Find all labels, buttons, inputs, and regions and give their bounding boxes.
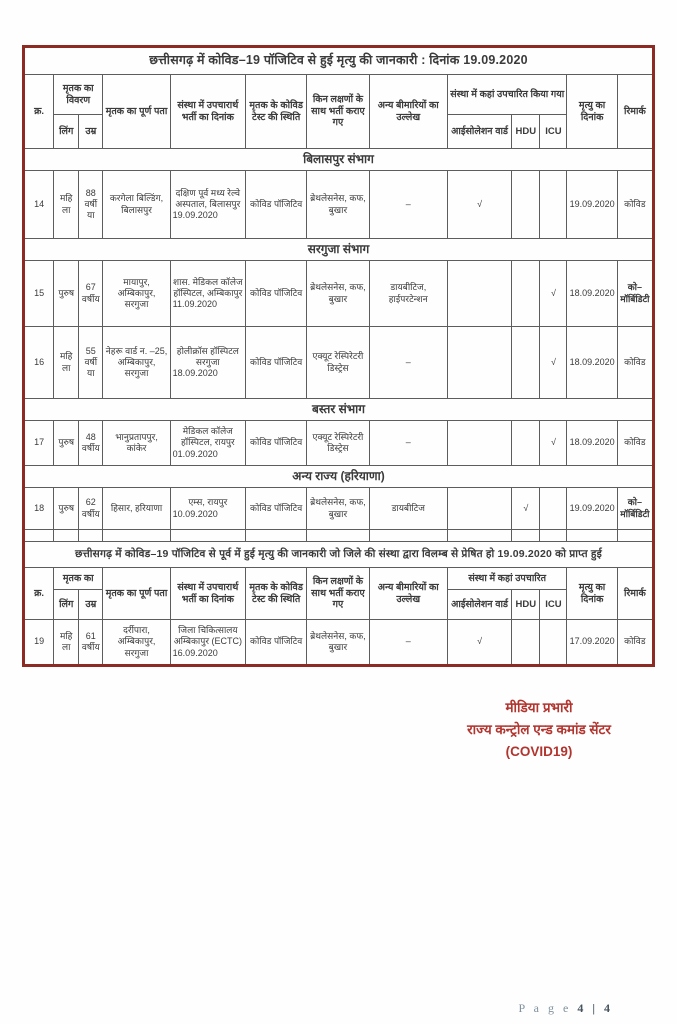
cell-serial: 15 <box>24 261 54 327</box>
cell-icu-check: √ <box>540 421 567 466</box>
col-header-death-date: मृत्यु का दिनांक <box>567 568 617 620</box>
cell-address: मायापुर, अम्बिकापुर, सरगुजा <box>103 261 170 327</box>
cell-serial: 14 <box>24 171 54 239</box>
cell-other-diseases: – <box>369 327 447 399</box>
hospital-name: शास. मेडिकल कॉलेज हॉस्पिटल, अम्बिकापुर <box>173 276 243 298</box>
col-header-symptoms: किन लक्षणों के साथ भर्ती कराए गए <box>307 568 369 620</box>
cell-gender: पुरुष <box>54 261 79 327</box>
cell-address: करगेला बिल्डिंग, बिलासपुर <box>103 171 170 239</box>
cell-hdu-check <box>512 261 540 327</box>
col-header-remark: रिमार्क <box>617 568 653 620</box>
table1-title-row <box>24 47 654 75</box>
section-heading-bilaspur: बिलासपुर संभाग <box>24 149 654 171</box>
col-header-deceased-details: मृतक का <box>54 568 103 590</box>
cell-death-date: 18.09.2020 <box>567 261 617 327</box>
cell-symptoms: एक्यूट रेस्पिरेटरी डिस्ट्रेस <box>307 327 369 399</box>
cell-symptoms: ब्रेथलेसनेस, कफ, बुखार <box>307 261 369 327</box>
cell-age: 55 वर्षीया <box>79 327 103 399</box>
col-header-covid-test: मृतक के कोविड टेस्ट की स्थिति <box>246 75 307 149</box>
cell-test-status: कोविड पॉजिटिव <box>246 488 307 530</box>
covid-death-report-table <box>22 45 655 667</box>
section-heading-sarguja: सरगुजा संभाग <box>24 239 654 261</box>
cell-serial: 17 <box>24 421 54 466</box>
cell-hdu-check <box>512 171 540 239</box>
cell-age: 61 वर्षीय <box>79 620 103 666</box>
admission-date: 10.09.2020 <box>172 508 218 519</box>
col-header-other-diseases: अन्य बीमारियों का उल्लेख <box>369 75 447 149</box>
section-heading-other-state: अन्य राज्य (हरियाणा) <box>24 466 654 488</box>
cell-icu-check: √ <box>540 261 567 327</box>
page-number-value: 4 | 4 <box>577 1001 613 1015</box>
col-header-remark: रिमार्क <box>617 75 653 149</box>
cell-isolation-check <box>447 421 511 466</box>
cell-icu-check: √ <box>540 327 567 399</box>
footer-line-covid19: (COVID19) <box>505 744 573 759</box>
cell-remark: कोविड <box>617 171 653 239</box>
col-header-admission: संस्था में उपचारार्थ भर्ती का दिनांक <box>170 568 245 620</box>
cell-admission <box>170 620 245 666</box>
cell-symptoms: ब्रेथलेसनेस, कफ, बुखार <box>307 488 369 530</box>
cell-hdu-check <box>512 327 540 399</box>
table-row-14 <box>24 171 654 239</box>
cell-gender: महिला <box>54 327 79 399</box>
cell-remark: को–मॉर्बिडिटी <box>617 488 653 530</box>
table2-header-row-top <box>24 568 654 590</box>
cell-serial: 16 <box>24 327 54 399</box>
cell-gender: पुरुष <box>54 421 79 466</box>
col-header-other-diseases: अन्य बीमारियों का उल्लेख <box>369 568 447 620</box>
page-number <box>518 1001 613 1016</box>
cell-remark: कोविड <box>617 421 653 466</box>
cell-address: दर्रीपारा, अम्बिकापुर, सरगुजा <box>103 620 170 666</box>
hospital-name: होलीक्रॉस हॉस्पिटल सरगुजा <box>176 345 239 367</box>
col-header-gender: लिंग <box>54 590 79 620</box>
cell-address: नेहरू वार्ड न. –25, अम्बिकापुर, सरगुजा <box>103 327 170 399</box>
cell-isolation-check: √ <box>447 171 511 239</box>
col-header-serial: क्र. <box>24 75 54 149</box>
col-header-age: उम्र <box>79 590 103 620</box>
section-row-bastar <box>24 399 654 421</box>
cell-admission <box>170 421 245 466</box>
section-heading-bastar: बस्तर संभाग <box>24 399 654 421</box>
cell-admission <box>170 327 245 399</box>
cell-age: 67 वर्षीय <box>79 261 103 327</box>
col-header-hdu: HDU <box>512 590 540 620</box>
cell-test-status: कोविड पॉजिटिव <box>246 421 307 466</box>
cell-serial: 18 <box>24 488 54 530</box>
cell-test-status: कोविड पॉजिटिव <box>246 327 307 399</box>
cell-symptoms: एक्यूट रेस्पिरेटरी डिस्ट्रेस <box>307 421 369 466</box>
admission-date: 16.09.2020 <box>172 647 218 658</box>
table1-header-row-top <box>24 75 654 115</box>
cell-death-date: 17.09.2020 <box>567 620 617 666</box>
table-row-17 <box>24 421 654 466</box>
cell-test-status: कोविड पॉजिटिव <box>246 261 307 327</box>
cell-address: हिसार, हरियाणा <box>103 488 170 530</box>
col-header-treated-at: संस्था में कहां उपचारित <box>447 568 567 590</box>
cell-symptoms: ब्रेथलेसनेस, कफ, बुखार <box>307 171 369 239</box>
cell-icu-check <box>540 488 567 530</box>
col-header-gender: लिंग <box>54 115 79 149</box>
cell-admission <box>170 488 245 530</box>
cell-age: 88 वर्षीया <box>79 171 103 239</box>
cell-serial: 19 <box>24 620 54 666</box>
cell-gender: महिला <box>54 620 79 666</box>
col-header-covid-test: मृतक के कोविड टेस्ट की स्थिति <box>246 568 307 620</box>
cell-admission <box>170 261 245 327</box>
cell-remark: को–मॉर्बिडिटी <box>617 261 653 327</box>
cell-gender: महिला <box>54 171 79 239</box>
admission-date: 01.09.2020 <box>172 448 218 459</box>
table-row-19 <box>24 620 654 666</box>
hospital-name: दक्षिण पूर्व मध्य रेल्वे अस्पताल, बिलासपुर <box>175 187 241 209</box>
col-header-address: मृतक का पूर्ण पता <box>103 75 170 149</box>
col-header-icu: ICU <box>540 590 567 620</box>
admission-date: 18.09.2020 <box>172 368 218 379</box>
col-header-hdu: HDU <box>512 115 540 149</box>
col-header-isolation: आईसोलेशन वार्ड <box>447 115 511 149</box>
hospital-name: मेडिकल कॉलेज हॉस्पिटल, रायपुर <box>180 426 235 448</box>
cell-other-diseases: डायबीटिज <box>369 488 447 530</box>
cell-other-diseases: – <box>369 421 447 466</box>
cell-hdu-check <box>512 620 540 666</box>
cell-icu-check <box>540 171 567 239</box>
cell-remark: कोविड <box>617 327 653 399</box>
footer-line-command-center: राज्य कन्ट्रोल एन्ड कमांड सेंटर <box>467 722 611 737</box>
cell-remark: कोविड <box>617 620 653 666</box>
col-header-treated-at: संस्था में कहां उपचारित किया गया <box>447 75 567 115</box>
cell-isolation-check <box>447 327 511 399</box>
cell-isolation-check <box>447 488 511 530</box>
hospital-name: जिला चिकित्सालय अम्बिकापुर (ECTC) <box>173 625 242 647</box>
col-header-address: मृतक का पूर्ण पता <box>103 568 170 620</box>
col-header-age: उम्र <box>79 115 103 149</box>
cell-symptoms: ब्रेथलेसनेस, कफ, बुखार <box>307 620 369 666</box>
cell-isolation-check <box>447 261 511 327</box>
table2-title-row <box>24 542 654 568</box>
col-header-symptoms: किन लक्षणों के साथ भर्ती कराए गए <box>307 75 369 149</box>
table1-title: छत्तीसगढ़ में कोविड–19 पॉजिटिव से हुई मृत्यु की जानकारी : दिनांक 19.09.2020 <box>24 47 654 75</box>
col-header-icu: ICU <box>540 115 567 149</box>
cell-address: भानुप्रतापपुर, कांकेर <box>103 421 170 466</box>
cell-age: 48 वर्षीय <box>79 421 103 466</box>
table-row-16 <box>24 327 654 399</box>
footer-line-media-incharge: मीडिया प्रभारी <box>505 700 573 715</box>
col-header-deceased-details: मृतक का विवरण <box>54 75 103 115</box>
col-header-isolation: आईसोलेशन वार्ड <box>447 590 511 620</box>
cell-isolation-check: √ <box>447 620 511 666</box>
cell-death-date: 18.09.2020 <box>567 327 617 399</box>
col-header-death-date: मृत्यु का दिनांक <box>567 75 617 149</box>
table2-title: छत्तीसगढ़ में कोविड–19 पॉजिटिव से पूर्व में हुई मृत्यु की जानकारी जो जिले की संस्था द्वारा विलम्ब से प्रेषित हो 19.09.2020 को प्राप्त हुई <box>24 542 654 568</box>
table-row-15 <box>24 261 654 327</box>
cell-age: 62 वर्षीय <box>79 488 103 530</box>
admission-date: 19.09.2020 <box>172 210 218 221</box>
hospital-name: एम्स, रायपुर <box>188 497 228 508</box>
section-row-other-state <box>24 466 654 488</box>
footer-signature <box>420 697 658 763</box>
cell-hdu-check: √ <box>512 488 540 530</box>
cell-death-date: 18.09.2020 <box>567 421 617 466</box>
admission-date: 11.09.2020 <box>172 299 218 310</box>
cell-hdu-check <box>512 421 540 466</box>
page-number-label: P a g e <box>518 1001 572 1015</box>
section-row-bilaspur <box>24 149 654 171</box>
empty-spacer-row <box>24 530 654 542</box>
cell-other-diseases: – <box>369 620 447 666</box>
table-row-18 <box>24 488 654 530</box>
col-header-serial: क्र. <box>24 568 54 620</box>
cell-death-date: 19.09.2020 <box>567 488 617 530</box>
section-row-sarguja <box>24 239 654 261</box>
cell-test-status: कोविड पॉजिटिव <box>246 620 307 666</box>
cell-death-date: 19.09.2020 <box>567 171 617 239</box>
cell-icu-check <box>540 620 567 666</box>
cell-admission <box>170 171 245 239</box>
cell-test-status: कोविड पॉजिटिव <box>246 171 307 239</box>
cell-other-diseases: डायबीटिज, हाईपरटेन्शन <box>369 261 447 327</box>
cell-gender: पुरुष <box>54 488 79 530</box>
cell-other-diseases: – <box>369 171 447 239</box>
col-header-admission: संस्था में उपचारार्थ भर्ती का दिनांक <box>170 75 245 149</box>
